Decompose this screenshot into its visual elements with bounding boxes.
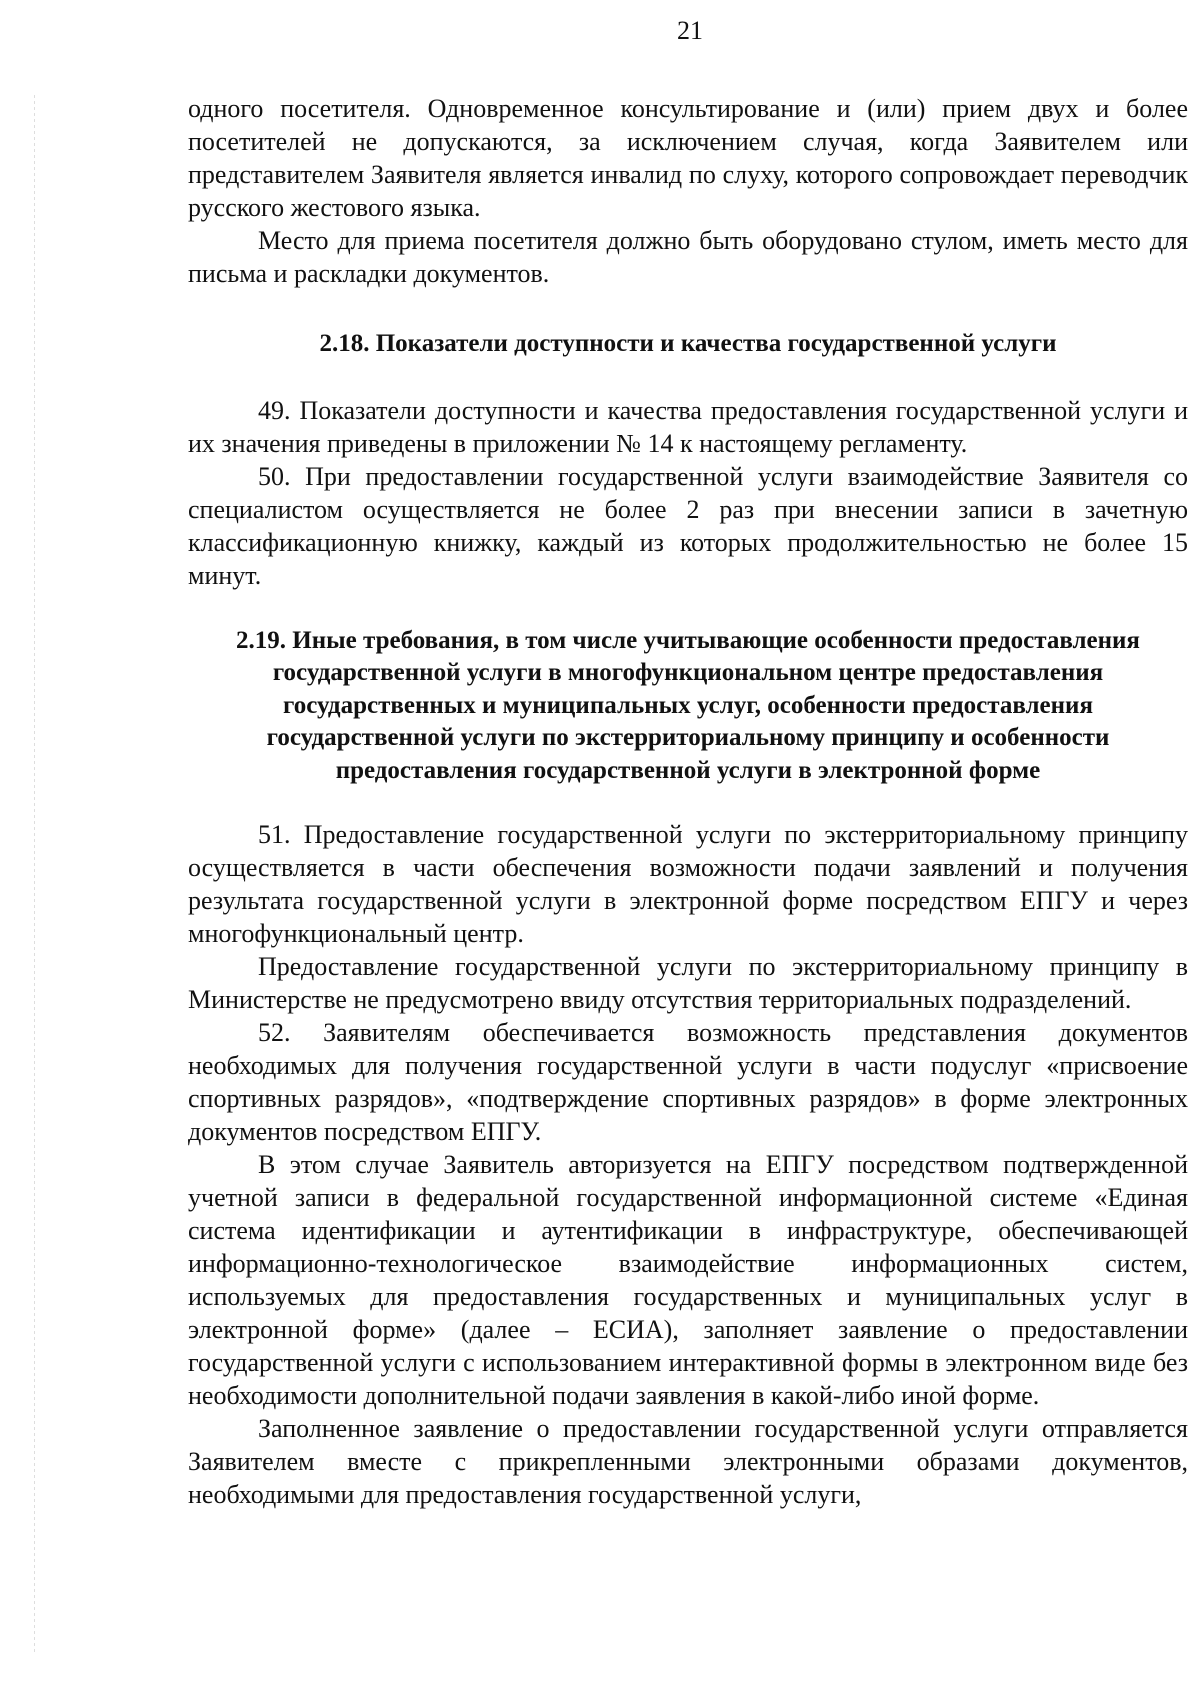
paragraph-continuation: одного посетителя. Одновременное консультирование и (или) прием двух и более посетителей не допускаются, за исключением случая, когда Заявителем или представителем Заявителя является инвалид по слуху, которого сопровождает переводчик русского жестового языка.: [188, 94, 1188, 222]
paragraph-49: 49. Показатели доступности и качества предоставления государственной услуги и их значения приведены в приложении № 14 к настоящему регламенту.: [188, 395, 1188, 458]
paragraph-submission: Заполненное заявление о предоставлении государственной услуги отправляется Заявителем вместе с прикрепленными электронными образами документов, необходимыми для предоставления государственной услуги,: [188, 1414, 1188, 1509]
section-heading-2-19: 2.19. Иные требования, в том числе учитывающие особенности предоставления государственной услуги в многофункциональном центре предоставления государственных и муниципальных услуг, особенности предоставления государственной услуги по экстерриториальному принципу и особенности предоставления государственной услуги в электронной форме: [236, 626, 1140, 784]
section-heading-2-18: 2.18. Показатели доступности и качества государственной услуги: [319, 330, 1057, 357]
paragraph-51: 51. Предоставление государственной услуги по экстерриториальному принципу осуществляется в части обеспечения возможности подачи заявлений и получения результата государственной услуги в электронной форме посредством ЕПГУ и через многофункциональный центр.: [188, 820, 1188, 948]
paragraph-reception-place: Место для приема посетителя должно быть оборудовано стулом, иметь место для письма и раскладки документов.: [188, 226, 1188, 288]
paragraph-extraterritorial: Предоставление государственной услуги по экстерриториальному принципу в Министерстве не предусмотрено ввиду отсутствия территориальных подразделений.: [188, 952, 1188, 1014]
paragraph-50: 50. При предоставлении государственной услуги взаимодействие Заявителя со специалистом осуществляется не более 2 раз при внесении записи в зачетную классификационную книжку, каждый из которых продолжительностью не более 15 минут.: [188, 461, 1188, 590]
page-number: 21: [677, 16, 703, 45]
paragraph-esia: В этом случае Заявитель авторизуется на ЕПГУ посредством подтвержденной учетной записи в федеральной государственной информационной системе «Единая система идентификации и аутентификации в инфраструктуре, обеспечивающей информационно-технологическое взаимодействие информационных систем, используемых для предоставления государственных и муниципальных услуг в электронной форме» (далее – ЕСИА), заполняет заявление о предоставлении государственной услуги с использованием интерактивной формы в электронном виде без необходимости дополнительной подачи заявления в какой-либо иной форме.: [188, 1150, 1188, 1410]
document-body: [188, 92, 1188, 1511]
scan-edge-artifact: [34, 95, 35, 1655]
paragraph-52: 52. Заявителям обеспечивается возможность представления документов необходимых для получения государственной услуги в части подуслуг «присвоение спортивных разрядов», «подтверждение спортивных разрядов» в форме электронных документов посредством ЕПГУ.: [188, 1018, 1188, 1146]
